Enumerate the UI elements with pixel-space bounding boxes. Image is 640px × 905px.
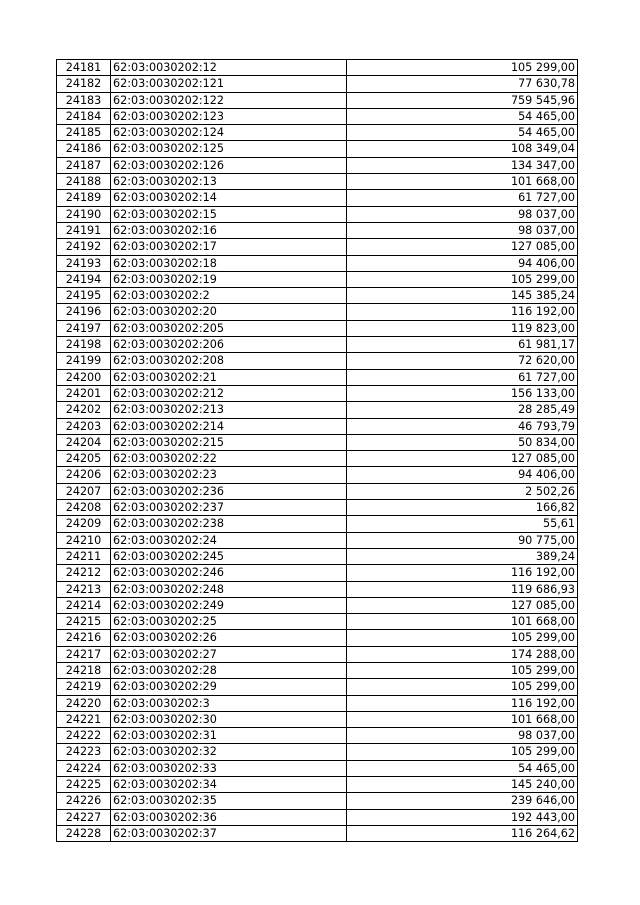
row-number-cell: 24227 <box>57 809 111 825</box>
cadastral-number-cell: 62:03:0030202:13 <box>111 174 347 190</box>
cadastral-value-cell: 50 834,00 <box>347 434 578 450</box>
cadastral-value-cell: 166,82 <box>347 500 578 516</box>
table-row <box>57 793 578 809</box>
cadastral-number-cell: 62:03:0030202:29 <box>111 679 347 695</box>
cadastral-number-cell: 62:03:0030202:249 <box>111 597 347 613</box>
cadastral-number-cell: 62:03:0030202:124 <box>111 125 347 141</box>
table-row <box>57 320 578 336</box>
cadastral-value-cell: 61 981,17 <box>347 337 578 353</box>
cadastral-number-cell: 62:03:0030202:12 <box>111 60 347 76</box>
table-row <box>57 60 578 76</box>
row-number-cell: 24214 <box>57 597 111 613</box>
row-number-cell: 24181 <box>57 60 111 76</box>
row-number-cell: 24196 <box>57 304 111 320</box>
cadastral-number-cell: 62:03:0030202:2 <box>111 288 347 304</box>
row-number-cell: 24211 <box>57 548 111 564</box>
row-number-cell: 24218 <box>57 662 111 678</box>
row-number-cell: 24225 <box>57 777 111 793</box>
table-row <box>57 467 578 483</box>
cadastral-number-cell: 62:03:0030202:18 <box>111 255 347 271</box>
cadastral-value-cell: 90 775,00 <box>347 532 578 548</box>
table-body <box>57 60 578 842</box>
table-row <box>57 434 578 450</box>
cadastral-value-cell: 101 668,00 <box>347 174 578 190</box>
cadastral-value-cell: 2 502,26 <box>347 483 578 499</box>
row-number-cell: 24224 <box>57 760 111 776</box>
table-row <box>57 418 578 434</box>
cadastral-value-cell: 116 192,00 <box>347 695 578 711</box>
cadastral-number-cell: 62:03:0030202:23 <box>111 467 347 483</box>
row-number-cell: 24209 <box>57 516 111 532</box>
cadastral-number-cell: 62:03:0030202:236 <box>111 483 347 499</box>
table-row <box>57 695 578 711</box>
cadastral-number-cell: 62:03:0030202:20 <box>111 304 347 320</box>
row-number-cell: 24188 <box>57 174 111 190</box>
cadastral-number-cell: 62:03:0030202:121 <box>111 76 347 92</box>
cadastral-value-cell: 98 037,00 <box>347 222 578 238</box>
row-number-cell: 24215 <box>57 614 111 630</box>
row-number-cell: 24207 <box>57 483 111 499</box>
table-row <box>57 744 578 760</box>
row-number-cell: 24182 <box>57 76 111 92</box>
cadastral-value-cell: 174 288,00 <box>347 646 578 662</box>
cadastral-value-cell: 389,24 <box>347 548 578 564</box>
row-number-cell: 24213 <box>57 581 111 597</box>
cadastral-number-cell: 62:03:0030202:25 <box>111 614 347 630</box>
cadastral-number-cell: 62:03:0030202:19 <box>111 271 347 287</box>
cadastral-value-cell: 127 085,00 <box>347 239 578 255</box>
table-row <box>57 288 578 304</box>
cadastral-number-cell: 62:03:0030202:34 <box>111 777 347 793</box>
table-row <box>57 174 578 190</box>
table-row <box>57 597 578 613</box>
cadastral-number-cell: 62:03:0030202:36 <box>111 809 347 825</box>
cadastral-number-cell: 62:03:0030202:212 <box>111 385 347 401</box>
cadastral-value-cell: 119 823,00 <box>347 320 578 336</box>
row-number-cell: 24197 <box>57 320 111 336</box>
row-number-cell: 24190 <box>57 206 111 222</box>
cadastral-value-cell: 119 686,93 <box>347 581 578 597</box>
cadastral-number-cell: 62:03:0030202:214 <box>111 418 347 434</box>
cadastral-value-cell: 145 385,24 <box>347 288 578 304</box>
table-row <box>57 125 578 141</box>
cadastral-value-cell: 105 299,00 <box>347 679 578 695</box>
row-number-cell: 24187 <box>57 157 111 173</box>
cadastral-value-cell: 61 727,00 <box>347 369 578 385</box>
cadastral-number-cell: 62:03:0030202:245 <box>111 548 347 564</box>
cadastral-value-cell: 54 465,00 <box>347 108 578 124</box>
table-row <box>57 777 578 793</box>
cadastral-value-cell: 55,61 <box>347 516 578 532</box>
cadastral-number-cell: 62:03:0030202:37 <box>111 825 347 841</box>
row-number-cell: 24199 <box>57 353 111 369</box>
cadastral-value-cell: 156 133,00 <box>347 385 578 401</box>
cadastral-value-cell: 77 630,78 <box>347 76 578 92</box>
row-number-cell: 24194 <box>57 271 111 287</box>
cadastral-value-cell: 101 668,00 <box>347 711 578 727</box>
table-row <box>57 662 578 678</box>
table-row <box>57 630 578 646</box>
table-row <box>57 500 578 516</box>
cadastral-value-cell: 105 299,00 <box>347 60 578 76</box>
cadastral-number-cell: 62:03:0030202:248 <box>111 581 347 597</box>
row-number-cell: 24184 <box>57 108 111 124</box>
row-number-cell: 24191 <box>57 222 111 238</box>
cadastral-number-cell: 62:03:0030202:27 <box>111 646 347 662</box>
cadastral-value-cell: 98 037,00 <box>347 206 578 222</box>
table-row <box>57 646 578 662</box>
cadastral-value-cell: 94 406,00 <box>347 255 578 271</box>
row-number-cell: 24183 <box>57 92 111 108</box>
cadastral-value-cell: 116 192,00 <box>347 565 578 581</box>
cadastral-number-cell: 62:03:0030202:21 <box>111 369 347 385</box>
table-row <box>57 92 578 108</box>
table-row <box>57 108 578 124</box>
cadastral-number-cell: 62:03:0030202:215 <box>111 434 347 450</box>
cadastral-value-cell: 46 793,79 <box>347 418 578 434</box>
cadastral-value-cell: 72 620,00 <box>347 353 578 369</box>
table-row <box>57 581 578 597</box>
cadastral-number-cell: 62:03:0030202:31 <box>111 728 347 744</box>
row-number-cell: 24221 <box>57 711 111 727</box>
cadastral-number-cell: 62:03:0030202:206 <box>111 337 347 353</box>
row-number-cell: 24222 <box>57 728 111 744</box>
cadastral-value-cell: 105 299,00 <box>347 744 578 760</box>
cadastral-number-cell: 62:03:0030202:26 <box>111 630 347 646</box>
cadastral-number-cell: 62:03:0030202:30 <box>111 711 347 727</box>
cadastral-value-cell: 101 668,00 <box>347 614 578 630</box>
cadastral-value-table <box>56 59 578 842</box>
cadastral-value-cell: 116 192,00 <box>347 304 578 320</box>
table-row <box>57 385 578 401</box>
cadastral-number-cell: 62:03:0030202:3 <box>111 695 347 711</box>
table-row <box>57 451 578 467</box>
row-number-cell: 24203 <box>57 418 111 434</box>
cadastral-number-cell: 62:03:0030202:15 <box>111 206 347 222</box>
cadastral-value-cell: 108 349,04 <box>347 141 578 157</box>
table-row <box>57 565 578 581</box>
cadastral-number-cell: 62:03:0030202:205 <box>111 320 347 336</box>
table-row <box>57 239 578 255</box>
table-row <box>57 304 578 320</box>
cadastral-value-cell: 192 443,00 <box>347 809 578 825</box>
cadastral-value-cell: 239 646,00 <box>347 793 578 809</box>
cadastral-number-cell: 62:03:0030202:33 <box>111 760 347 776</box>
row-number-cell: 24198 <box>57 337 111 353</box>
cadastral-value-cell: 61 727,00 <box>347 190 578 206</box>
cadastral-value-cell: 105 299,00 <box>347 630 578 646</box>
table-row <box>57 402 578 418</box>
row-number-cell: 24189 <box>57 190 111 206</box>
cadastral-number-cell: 62:03:0030202:125 <box>111 141 347 157</box>
table-row <box>57 483 578 499</box>
cadastral-number-cell: 62:03:0030202:28 <box>111 662 347 678</box>
table-row <box>57 337 578 353</box>
cadastral-number-cell: 62:03:0030202:237 <box>111 500 347 516</box>
row-number-cell: 24223 <box>57 744 111 760</box>
cadastral-number-cell: 62:03:0030202:238 <box>111 516 347 532</box>
cadastral-number-cell: 62:03:0030202:32 <box>111 744 347 760</box>
table-row <box>57 76 578 92</box>
row-number-cell: 24202 <box>57 402 111 418</box>
table-row <box>57 222 578 238</box>
table-row <box>57 206 578 222</box>
table-row <box>57 809 578 825</box>
row-number-cell: 24219 <box>57 679 111 695</box>
table-row <box>57 614 578 630</box>
cadastral-value-cell: 145 240,00 <box>347 777 578 793</box>
cadastral-number-cell: 62:03:0030202:22 <box>111 451 347 467</box>
cadastral-value-cell: 134 347,00 <box>347 157 578 173</box>
cadastral-number-cell: 62:03:0030202:213 <box>111 402 347 418</box>
row-number-cell: 24195 <box>57 288 111 304</box>
table-row <box>57 728 578 744</box>
cadastral-number-cell: 62:03:0030202:122 <box>111 92 347 108</box>
cadastral-value-cell: 105 299,00 <box>347 662 578 678</box>
row-number-cell: 24220 <box>57 695 111 711</box>
table-row <box>57 711 578 727</box>
row-number-cell: 24228 <box>57 825 111 841</box>
row-number-cell: 24217 <box>57 646 111 662</box>
row-number-cell: 24192 <box>57 239 111 255</box>
table-row <box>57 255 578 271</box>
cadastral-value-cell: 127 085,00 <box>347 451 578 467</box>
cadastral-number-cell: 62:03:0030202:17 <box>111 239 347 255</box>
table-row <box>57 369 578 385</box>
table-row <box>57 157 578 173</box>
table-row <box>57 516 578 532</box>
row-number-cell: 24200 <box>57 369 111 385</box>
row-number-cell: 24208 <box>57 500 111 516</box>
table-row <box>57 825 578 841</box>
cadastral-value-cell: 54 465,00 <box>347 760 578 776</box>
row-number-cell: 24210 <box>57 532 111 548</box>
row-number-cell: 24212 <box>57 565 111 581</box>
cadastral-number-cell: 62:03:0030202:24 <box>111 532 347 548</box>
row-number-cell: 24204 <box>57 434 111 450</box>
row-number-cell: 24216 <box>57 630 111 646</box>
table-row <box>57 679 578 695</box>
table-row <box>57 353 578 369</box>
cadastral-value-cell: 759 545,96 <box>347 92 578 108</box>
cadastral-value-cell: 28 285,49 <box>347 402 578 418</box>
cadastral-number-cell: 62:03:0030202:35 <box>111 793 347 809</box>
table-row <box>57 190 578 206</box>
table-row <box>57 271 578 287</box>
cadastral-value-cell: 127 085,00 <box>347 597 578 613</box>
row-number-cell: 24185 <box>57 125 111 141</box>
row-number-cell: 24186 <box>57 141 111 157</box>
row-number-cell: 24201 <box>57 385 111 401</box>
cadastral-number-cell: 62:03:0030202:123 <box>111 108 347 124</box>
row-number-cell: 24206 <box>57 467 111 483</box>
row-number-cell: 24205 <box>57 451 111 467</box>
cadastral-value-cell: 54 465,00 <box>347 125 578 141</box>
cadastral-number-cell: 62:03:0030202:126 <box>111 157 347 173</box>
row-number-cell: 24193 <box>57 255 111 271</box>
table-row <box>57 760 578 776</box>
table-row <box>57 532 578 548</box>
table-row <box>57 141 578 157</box>
cadastral-value-cell: 105 299,00 <box>347 271 578 287</box>
cadastral-number-cell: 62:03:0030202:14 <box>111 190 347 206</box>
table-row <box>57 548 578 564</box>
cadastral-value-cell: 94 406,00 <box>347 467 578 483</box>
row-number-cell: 24226 <box>57 793 111 809</box>
cadastral-number-cell: 62:03:0030202:246 <box>111 565 347 581</box>
cadastral-value-cell: 98 037,00 <box>347 728 578 744</box>
cadastral-number-cell: 62:03:0030202:208 <box>111 353 347 369</box>
cadastral-value-cell: 116 264,62 <box>347 825 578 841</box>
cadastral-number-cell: 62:03:0030202:16 <box>111 222 347 238</box>
